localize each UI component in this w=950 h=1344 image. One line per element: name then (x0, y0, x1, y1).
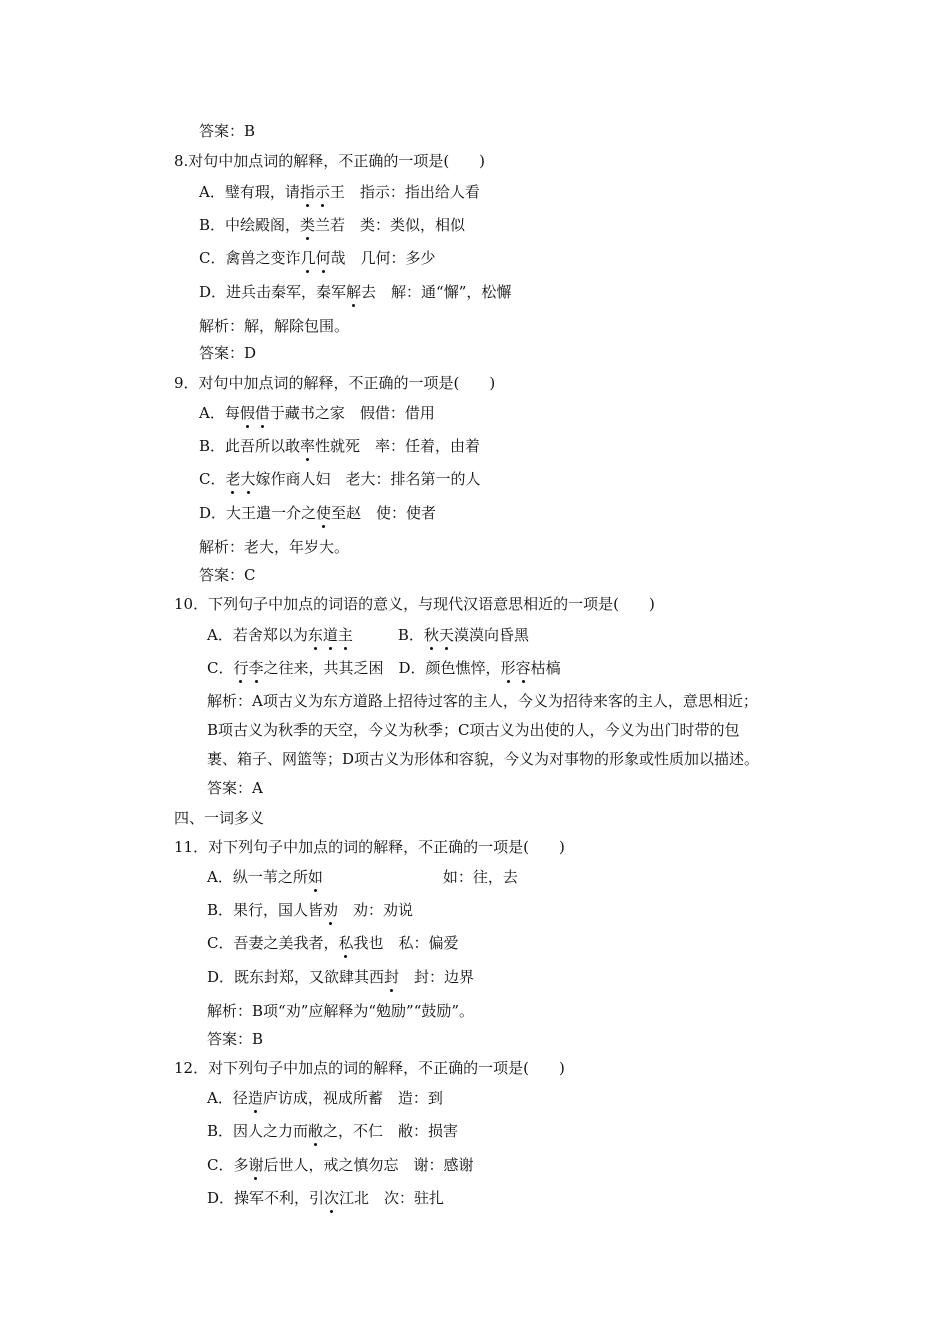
emphasis-dot-char: 天 (438, 626, 454, 644)
emphasis-dot-char: 解 (346, 283, 362, 301)
emphasis-dot-char: 容 (515, 659, 531, 677)
text-line: A．径造庐访成，视成所蓄 造：到 (207, 1089, 443, 1107)
text-line: 11．对下列句子中加点的词的解释，不正确的一项是( ) (174, 838, 565, 856)
text-line: D．操军不利，引次江北 次：驻扎 (207, 1189, 445, 1207)
emphasis-dot-char: 私 (338, 934, 354, 952)
emphasis-dot-char: 造 (247, 1089, 263, 1107)
text-line: A．若舍郑以为东道主 B．秋天漠漠向昏黑 (207, 626, 529, 644)
text-line: A．纵一苇之所如 如：往，去 (207, 868, 518, 886)
emphasis-dot-char: 劝 (323, 901, 339, 919)
text-line: 四、一词多义 (174, 809, 265, 827)
emphasis-dot-char: 指 (299, 183, 315, 201)
emphasis-dot-char: 大 (240, 470, 256, 488)
emphasis-dot-char: 几 (300, 249, 316, 267)
text-line: 答案：B (207, 1030, 264, 1048)
emphasis-dot-char: 道 (322, 626, 338, 644)
text-line: 答案：C (199, 566, 256, 584)
text-line: B项古义为秋季的天空，今义为秋季；C项古义为出使的人，今义为出门时带的包 (207, 721, 740, 739)
text-line: C．老大嫁作商人妇 老大：排名第一的人 (199, 470, 481, 488)
text-line: 解析：A项古义为东方道路上招待过客的主人，今义为招待来客的主人，意思相近； (207, 692, 758, 710)
emphasis-dot-char: 敝 (308, 1122, 324, 1140)
emphasis-dot-char: 示 (314, 183, 330, 201)
text-line: 解析：老大，年岁大。 (199, 538, 350, 556)
text-line: B．果行，国人皆劝 劝：劝说 (207, 901, 414, 919)
emphasis-dot-char: 秋 (423, 626, 439, 644)
text-line: 答案：B (199, 122, 256, 140)
emphasis-dot-char: 主 (337, 626, 353, 644)
emphasis-dot-char: 借 (254, 404, 270, 422)
text-line: D．既东封郑，又欲肆其西封 封：边界 (207, 968, 475, 986)
text-line: 答案：A (207, 779, 263, 797)
emphasis-dot-char: 何 (315, 249, 331, 267)
text-line: C．多谢后世人，戒之慎勿忘 谢：感谢 (207, 1156, 474, 1174)
text-line: 9．对句中加点词的解释，不正确的一项是( ) (174, 374, 496, 392)
text-line: 8.对句中加点词的解释，不正确的一项是( ) (174, 152, 486, 170)
emphasis-dot-char: 形 (500, 659, 516, 677)
emphasis-dot-char: 老 (225, 470, 241, 488)
text-line: C．禽兽之变诈几何哉 几何：多少 (199, 249, 436, 267)
emphasis-dot-char: 假 (239, 404, 255, 422)
emphasis-dot-char: 封 (384, 968, 400, 986)
emphasis-dot-char: 如 (307, 868, 323, 886)
text-line: B．中绘殿阁，类兰若 类：类似，相似 (199, 216, 466, 234)
text-line: A．璧有瑕，请指示王 指示：指出给人看 (199, 183, 480, 201)
text-line: D．大王遣一介之使至赵 使：使者 (199, 504, 437, 522)
emphasis-dot-char: 率 (300, 437, 316, 455)
text-line: C．吾妻之美我者，私我也 私：偏爱 (207, 934, 459, 952)
emphasis-dot-char: 次 (324, 1189, 340, 1207)
text-line: 10．下列句子中加点的词语的意义，与现代汉语意思相近的一项是( ) (174, 595, 655, 613)
emphasis-dot-char: 李 (248, 659, 264, 677)
text-line: 答案：D (199, 344, 257, 362)
text-line: 裹、箱子、网篮等；D项古义为形体和容貌，今义为对事物的形象或性质加以描述。 (207, 750, 760, 768)
emphasis-dot-char: 谢 (248, 1156, 264, 1174)
emphasis-dot-char: 行 (233, 659, 249, 677)
text-line: A．每假借于藏书之家 假借：借用 (199, 404, 435, 422)
text-line: 解析：B项“劝”应解释为“勉励”“鼓励”。 (207, 1002, 475, 1020)
text-line: C．行李之往来，共其乏困 D．颜色憔悴，形容枯槁 (207, 659, 561, 677)
text-line: 解析：解，解除包围。 (199, 317, 350, 335)
text-line: B．因人之力而敝之，不仁 敝：损害 (207, 1122, 459, 1140)
text-line: D．进兵击秦军，秦军解去 解：通“懈”，松懈 (199, 283, 512, 301)
emphasis-dot-char: 使 (316, 504, 332, 522)
emphasis-dot-char: 类 (300, 216, 316, 234)
emphasis-dot-char: 东 (307, 626, 323, 644)
text-line: 12．对下列句子中加点的词的解释，不正确的一项是( ) (174, 1059, 565, 1077)
text-line: B．此吾所以敢率性就死 率：任着，由着 (199, 437, 481, 455)
